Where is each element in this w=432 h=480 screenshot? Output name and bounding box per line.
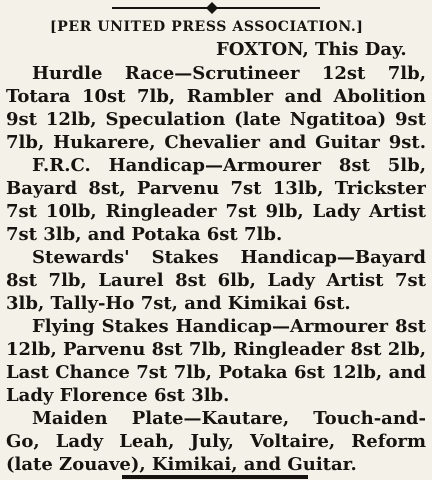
article-line: 9st 12lb, Speculation (late Ngatitoa) 9st (6, 109, 426, 130)
article-line: 8st 7lb, Laurel 8st 6lb, Lady Artist 7st (6, 270, 426, 291)
dateline: FOXTON, This Day. (216, 39, 407, 60)
bottom-rule (122, 475, 308, 479)
article-line: (late Zouave), Kimikai, and Guitar. (6, 454, 357, 475)
article-column (6, 16, 426, 476)
article-line: Flying Stakes Handicap—Armourer 8st (32, 316, 426, 337)
article-line: Stewards' Stakes Handicap—Bayard (32, 247, 426, 268)
article-line: 7lb, Hukarere, Chevalier and Guitar 9st. (6, 132, 426, 153)
article-line: Go, Lady Leah, July, Voltaire, Reform (6, 431, 426, 452)
article-line: F.R.C. Handicap—Armourer 8st 5lb, (32, 155, 426, 176)
article-line: Totara 10st 7lb, Rambler and Abolition (6, 86, 426, 107)
article-line: 3lb, Tally-Ho 7st, and Kimikai 6st. (6, 293, 351, 314)
diamond-ornament-icon (206, 2, 218, 14)
article-line: 7st 3lb, and Potaka 6st 7lb. (6, 224, 283, 245)
article-line: Last Chance 7st 7lb, Potaka 6st 12lb, and (6, 362, 426, 383)
article-line: Lady Florence 6st 3lb. (6, 385, 230, 406)
article-line: Hurdle Race—Scrutineer 12st 7lb, (32, 63, 426, 84)
article-line: 12lb, Parvenu 8st 7lb, Ringleader 8st 2lb, (6, 339, 426, 360)
article-line: 7st 10lb, Ringleader 7st 9lb, Lady Artist (6, 201, 426, 222)
article-line: Bayard 8st, Parvenu 7st 13lb, Trickster (6, 178, 426, 199)
article-line: Maiden Plate—Kautare, Touch-and- (32, 408, 426, 429)
press-credit: [PER UNITED PRESS ASSOCIATION.] (50, 19, 364, 35)
